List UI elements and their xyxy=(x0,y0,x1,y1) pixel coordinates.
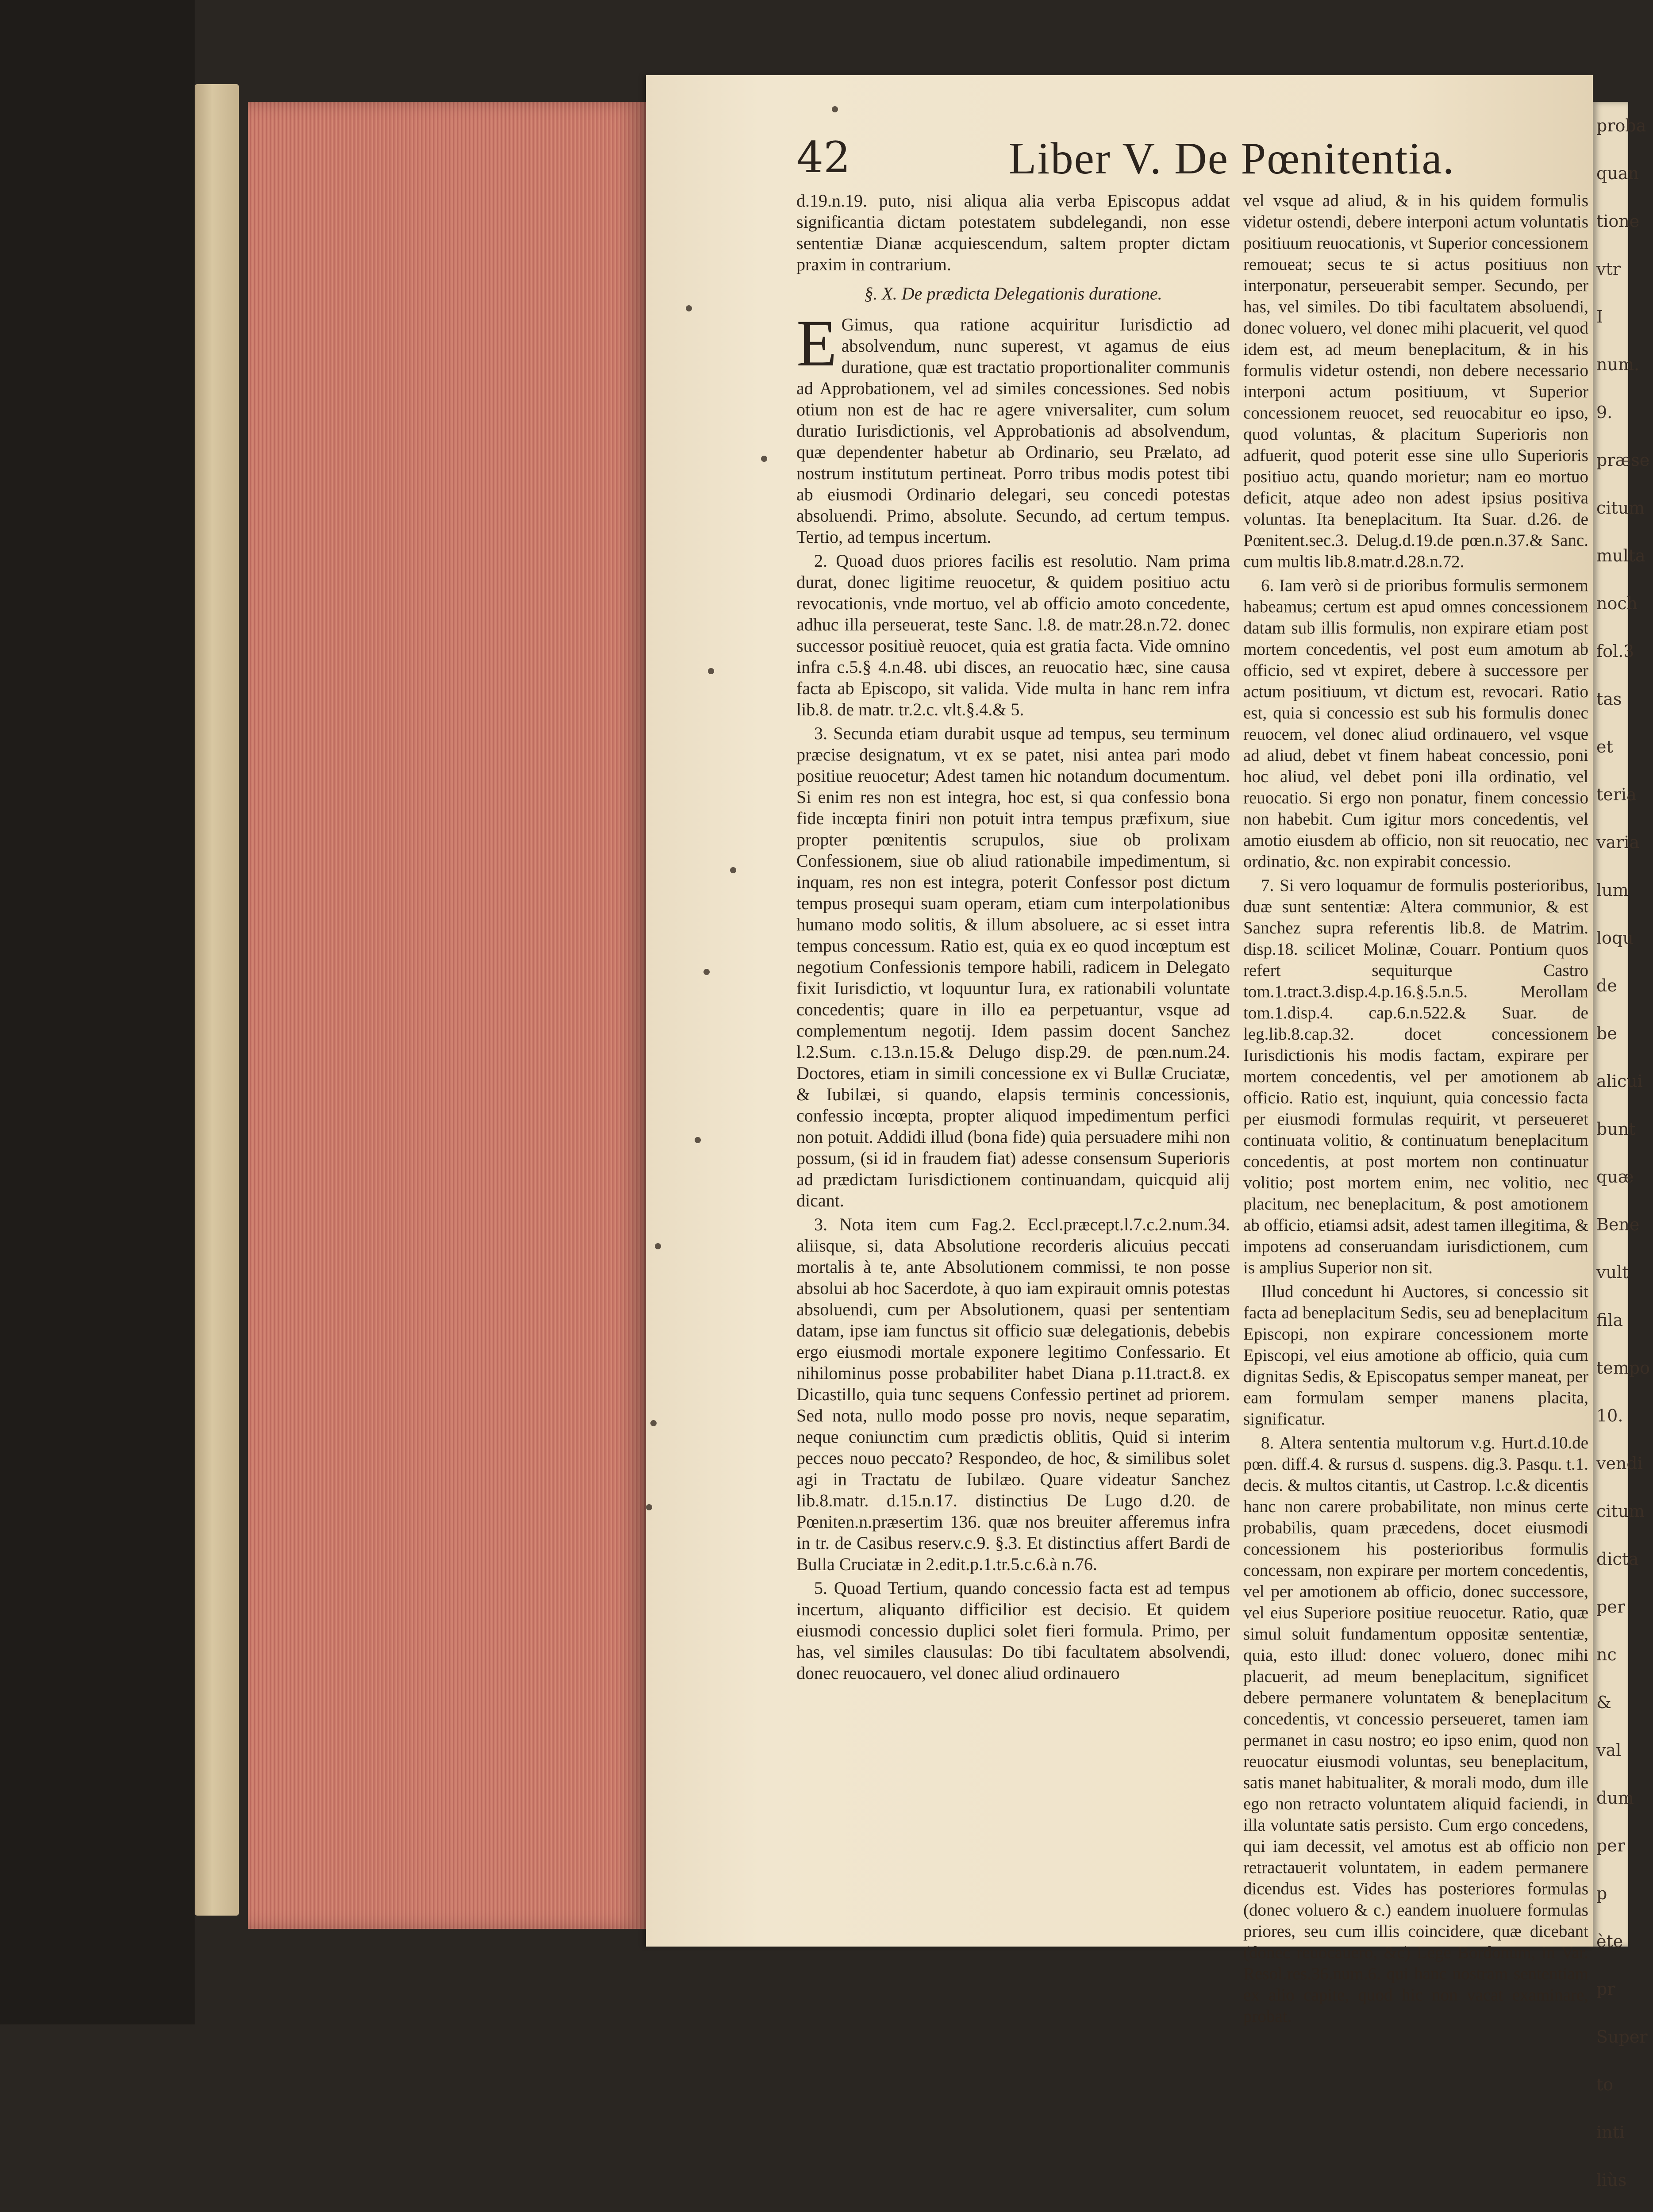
next-page-line: præse xyxy=(1596,450,1650,470)
next-page-line: multa xyxy=(1596,546,1645,565)
next-page-line: vult xyxy=(1596,1263,1629,1282)
paragraph: d.19.n.19. puto, nisi aliqua alia verba Episcopus addat significantia dictam potestatem subdelegandi, non esse sententiæ Dianæ acquiescendum, saltem propter dictam praxim in contrarium. xyxy=(796,191,1230,274)
next-page-line: quan xyxy=(1596,164,1639,183)
next-page-line: per p xyxy=(1596,1836,1625,1903)
paper-stain xyxy=(695,1137,701,1143)
next-page-fragment xyxy=(1593,102,1650,2190)
page-header xyxy=(796,133,1487,186)
paper-stain xyxy=(650,1420,657,1426)
paper-stain xyxy=(761,456,767,462)
next-page-line: 10. xyxy=(1596,1406,1623,1425)
running-title: Liber V. De Pœnitentia. xyxy=(1009,134,1455,184)
paragraph-text: Gimus, qua ratione acquiritur Iurisdictio ad absolvendum, nunc superest, vt agamus de eius duratione, quæ est tractatio proportionaliter communis ad Approbationem, vel ad similes concessiones. Sed nobis otium non est de hac re agere vniversaliter, cum solum duratio Iurisdictionis, vel Approbationis ad absolvendum, quæ dependenter habetur ab Ordinario, seu Prælato, ad nostrum institutum pertineat. Porro tribus modis potest tibi ab eiusmodi Ordinario delegari, seu concedi potestas absoluendi. Primo, absolute. Secundo, ad certum tempus. Tertio, ad tempus incertum. xyxy=(796,315,1230,547)
next-page-line: citum xyxy=(1596,498,1645,518)
next-page-line: loqu xyxy=(1596,928,1634,948)
paragraph: Illud concedunt hi Auctores, si concessio sit facta ad beneplacitum Sedis, seu ad beneplacitum Episcopi, non expirare concessionem morte Episcopi, vel eius amotione ab officio, quia cum dignitas Sedis, & Episcopatus semper maneat, per eam formulam semper manens placita, significatur. xyxy=(1243,1282,1588,1429)
next-page-line: per nc xyxy=(1596,1597,1625,1664)
next-page-line: 9. xyxy=(1596,403,1613,422)
next-page-line: citum xyxy=(1596,1502,1645,1521)
paragraph: 7. Si vero loquamur de formulis posterioribus, duæ sunt sententiæ: Altera communior, & est Sanchez supra referentis lib.8. de Matrim. disp.18. scilicet Molinæ, Couarr. Pontium quos refert sequiturque Castro tom.1.tract.3.disp.4.p.16.§.5.n.5. Merollam tom.1.disp.4. cap.6.n.522.& Suar. de leg.lib.8.cap.32. docet concessionem Iurisdictionis his modis factam, expirare per mortem concedentis, vel per amotionem ab officio. Ratio est, inquiunt, quia concessio facta per eiusmodi formulas requirit, vt perseueret continuata volitio, & continuatum beneplacitum concedentis, at post mortem non continuatur volitio; post mortem enim, nec volitio, nec placitum, nec beneplacitum, & post amotionem ab officio, etiamsi adsit, adest tamen illegitima, & impotens ad conseruandam iurisdictionem, cum is amplius Superior non sit. xyxy=(1243,876,1588,1277)
next-page-line: dicta xyxy=(1596,1549,1639,1569)
paper-stain xyxy=(686,305,692,311)
section-heading: §. X. De prædicta Delegationis duratione. xyxy=(864,284,1162,303)
next-page-line: fol.3 xyxy=(1596,641,1634,661)
next-page-line: tione xyxy=(1596,211,1640,231)
next-page-line: & val xyxy=(1596,1693,1622,1760)
book-cover-board xyxy=(195,84,239,1916)
paper-stain xyxy=(832,106,838,112)
next-page-line: tempo xyxy=(1596,1358,1650,1378)
text-column-right xyxy=(1243,190,1588,2026)
next-page-line: vtr I xyxy=(1596,259,1621,326)
next-page-line: bunt xyxy=(1596,1119,1636,1139)
text-column-left xyxy=(796,190,1230,1801)
next-page-line: teria xyxy=(1596,785,1637,804)
paper-stain xyxy=(646,1504,652,1510)
paragraph: vel vsque ad aliud, & in his quidem formulis videtur ostendi, debere interponi actum voluntatis positiuum reuocationis, vt Superior concessionem remoueat; secus te si actus positiuus non interponatur, perseuerabit semper. Secundo, per has, vel similes. Do tibi facultatem absoluendi, donec voluero, vel donec mihi placuerit, vel quod idem est, ad meum beneplacitum, & in his formulis videtur ostendi, non debere necessario interponi actum positiuum, vt Superior concessionem reuocet, sed reuocabitur eo ipso, quod voluntas, & placitum Superioris non adfuerit, quod poterit esse sine ullo Superioris positiuo actu, quando morietur; nam eo mortuo deficit, atque adeo non adest ipsius positiva voluntas. Ita beneplacitum. Ita Suar. d.26. de Pœnitent.sec.3. Delug.d.19.de pœn.n.37.& Sanc. cum multis lib.8.matr.d.28.n.72. xyxy=(1243,191,1588,571)
next-page-line: fila xyxy=(1596,1310,1623,1330)
next-page-line: lum xyxy=(1596,880,1629,900)
next-page-line: dum xyxy=(1596,1788,1634,1808)
paper-stain xyxy=(655,1243,661,1249)
paragraph: 2. Quoad duos priores facilis est resolutio. Nam prima durat, donec ligitime reuocetur, & quidem positiuo actu revocationis, vnde mortuo, vel ab officio amoto concedente, adhuc illa perseuerat, teste Sanc. l.8. de matr.28.n.72. donec successor positiuè reuocet, quia est gratia facta. Vide omnino infra c.5.§ 4.n.48. ubi disces, an reuocatio hæc, sine causa facta ab Episcopo, sit valida. Vide multa in hanc rem infra lib.8. de matr. tr.2.c. vlt.§.4.& 5. xyxy=(796,551,1230,719)
page-number: 42 xyxy=(796,133,851,182)
next-page-line: Super xyxy=(1596,2027,1648,2047)
paper-stain xyxy=(703,969,710,975)
next-page-line: tas et xyxy=(1596,689,1622,757)
paragraph: 6. Iam verò si de prioribus formulis sermonem habeamus; certum est apud omnes concessionem datam sub illis formulis, non expirare etiam post mortem concedentis, vel post eum amotum ab officio, sed vt expiret, debere à successore per actum positiuum, vt dictum est, revocari. Ratio est, quia si concessio est sub his formulis donec reuocem, vel donec aliud ordinauero, vel vsque ad aliud, debet vt finem habeat concessio, poni hoc aliud, vel debet poni illa ordinatio, vel reuocatio. Si ergo non ponatur, finem concessio non habebit. Cum igitur mors concedentis, vel amotio eiusdem ab officio, non sit reuocatio, nec ordinatio, &c. non expirabit concessio. xyxy=(1243,576,1588,871)
next-page-line: to inti xyxy=(1596,2075,1625,2142)
drop-cap-initial: E xyxy=(796,307,837,380)
page-edge-red xyxy=(248,102,646,1929)
next-page-line: alicui xyxy=(1596,1071,1643,1091)
paragraph: 8. Altera sententia multorum v.g. Hurt.d.10.de pœn. diff.4. & rursus d. suspens. dig.3. Pasqu. t.1. decis. & multos citantis, ut Castrop. l.c.& dicentis hanc non carere probabilitate, non minus certe probabilis, quam præcedens, docet eiusmodi concessionem his posterioribus formulis concessam, non expirare per mortem concedentis, vel per amotionem ab officio, donec successore, vel eius Superiore positiue reuocetur. Ratio, quæ simul soluit fundamentum oppositæ sententiæ, quia, esto illud: donec voluero, donec mihi placuerit, ad meum beneplacitum, significet debere permanere voluntatem & beneplacitum concedentis, vt concessio perseueret, tamen iam permanet in casu nostro; eo ipso enim, quod non reuocatur eiusmodi voluntas, seu beneplacitum, satis manet habitualiter, & morali modo, dum ille ego non retracto voluntatem aliquid faciendi, in illa voluntate satis persisto. Cum ergo concedens, qui iam decessit, vel amotus est ab officio non retractauerit voluntatem, in eadem permanere dicendus est. Vides has posteriores formulas (donec voluero & c.) eandem inuoluere formulas priores, seu cum illis coincidere, quæ dicebant (donec reuocauero, &c) Lege Bordonum, in Var. Resol.res.36.num.6. qui hanc nostram sententiam ex alio capite, quod hic non vacat examinare, probat. xyxy=(1243,1433,1588,2026)
next-page-line: quæ xyxy=(1596,1167,1634,1187)
paragraph: 3. Secunda etiam durabit usque ad tempus, seu terminum præcise designatum, vt ex se patet, nisi antea pari modo positiue reuocetur; Adest tamen hic notandum documentum. Si enim res non est integra, hoc est, si qua confessio bona fide incœpta finiri non potuit intra tempus præfixum, siue propter pœnitentis scrupulos, siue ob prolixam Confessionem, siue ob aliud rationabile impedimentum, si inquam, res non est integra, poterit Confessor post dictum tempus prosequi suam operam, etiam cum interpolationibus humano modo solitis, & illum absoluere, ac si esset intra tempus concessum. Ratio est, quia ex eo quod incœptum est negotium Confessionis tempore habili, radicem in Delegato fixit Iurisdictio, vt loquuntur Iura, ex rationabili voluntate concedentis; quare in illo ea perpetuantur, vsque ad complementum negotij. Idem passim docent Sanchez l.2.Sum. c.13.n.15.& Delugo disp.29. de pœn.num.24. Doctores, etiam in simili concessione ex vi Bullæ Cruciatæ, & Iubilæi, si quando, elapsis terminis concessionis, confessio incœpta, propter aliquod impedimentum perfici non potuit. Addidi illud (bona fide) quia persuadere mihi non possum, (si id in fraudem fiat) adesse consensum Superioris ad prædictam Iurisdictionem continuandam, quicquid alij dicant. xyxy=(796,723,1230,1210)
next-page-line: Bene xyxy=(1596,1215,1640,1234)
next-page-line: proba xyxy=(1596,116,1646,135)
background-left xyxy=(0,0,195,2024)
next-page-line: vendi xyxy=(1596,1454,1643,1473)
paragraph-with-dropcap xyxy=(796,307,1230,548)
paper-stain xyxy=(708,668,714,674)
next-page-line: varia xyxy=(1596,833,1640,852)
next-page-line: de be xyxy=(1596,976,1617,1043)
next-page-line: ète pr xyxy=(1596,1932,1623,1999)
paragraph: 5. Quoad Tertium, quando concessio facta est ad tempus incertum, aliquanto difficilior est decisio. Et quidem eiusmodi concessio duplici solet fieri formula. Primo, per has, vel similes clausulas: Do tibi facultatem absolvendi, donec reuocauero, vel donec aliud ordinauero xyxy=(796,1578,1230,1683)
next-page-line: noch xyxy=(1596,594,1638,613)
next-page-line: num. xyxy=(1596,355,1640,374)
paragraph: 3. Nota item cum Fag.2. Eccl.præcept.l.7.c.2.num.34. aliisque, si, data Absolutione recorderis alicuius peccati mortalis à te, ante Absolutionem commissi, te non posse absolui ab hoc Sacerdote, à quo iam expirauit omnis potestas absoluendi, cum per Absolutionem, quasi per sententiam datam, ipse iam functus sit officio suæ delegationis, debebis ergo eiusmodi mortale exponere legitimo Confessario. Et nihilominus posse probabiliter habet Diana p.11.tract.8. ex Dicastillo, quia tunc sequens Confessio pertinet ad priorem. Sed nota, nullo modo posse pro novis, neque separatim, neque coniunctim cum prædictis oblitis, Quid si interim pecces nouo peccato? Respondeo, de hoc, & similibus solet agi in Tractatu de Iubilæo. Quare videatur Sanchez lib.8.matr. d.15.n.17. distinctius De Lugo d.20. de Pœniten.n.præsertim 136. quæ nos breuiter afferemus infra in tr. de Casibus reserv.c.9. §.3. Et distinctius affert Bardi de Bulla Cruciatæ in 2.edit.p.1.tr.5.c.6.à n.76. xyxy=(796,1214,1230,1574)
next-page-line: liùs xyxy=(1596,2170,1627,2190)
paper-stain xyxy=(730,867,736,873)
